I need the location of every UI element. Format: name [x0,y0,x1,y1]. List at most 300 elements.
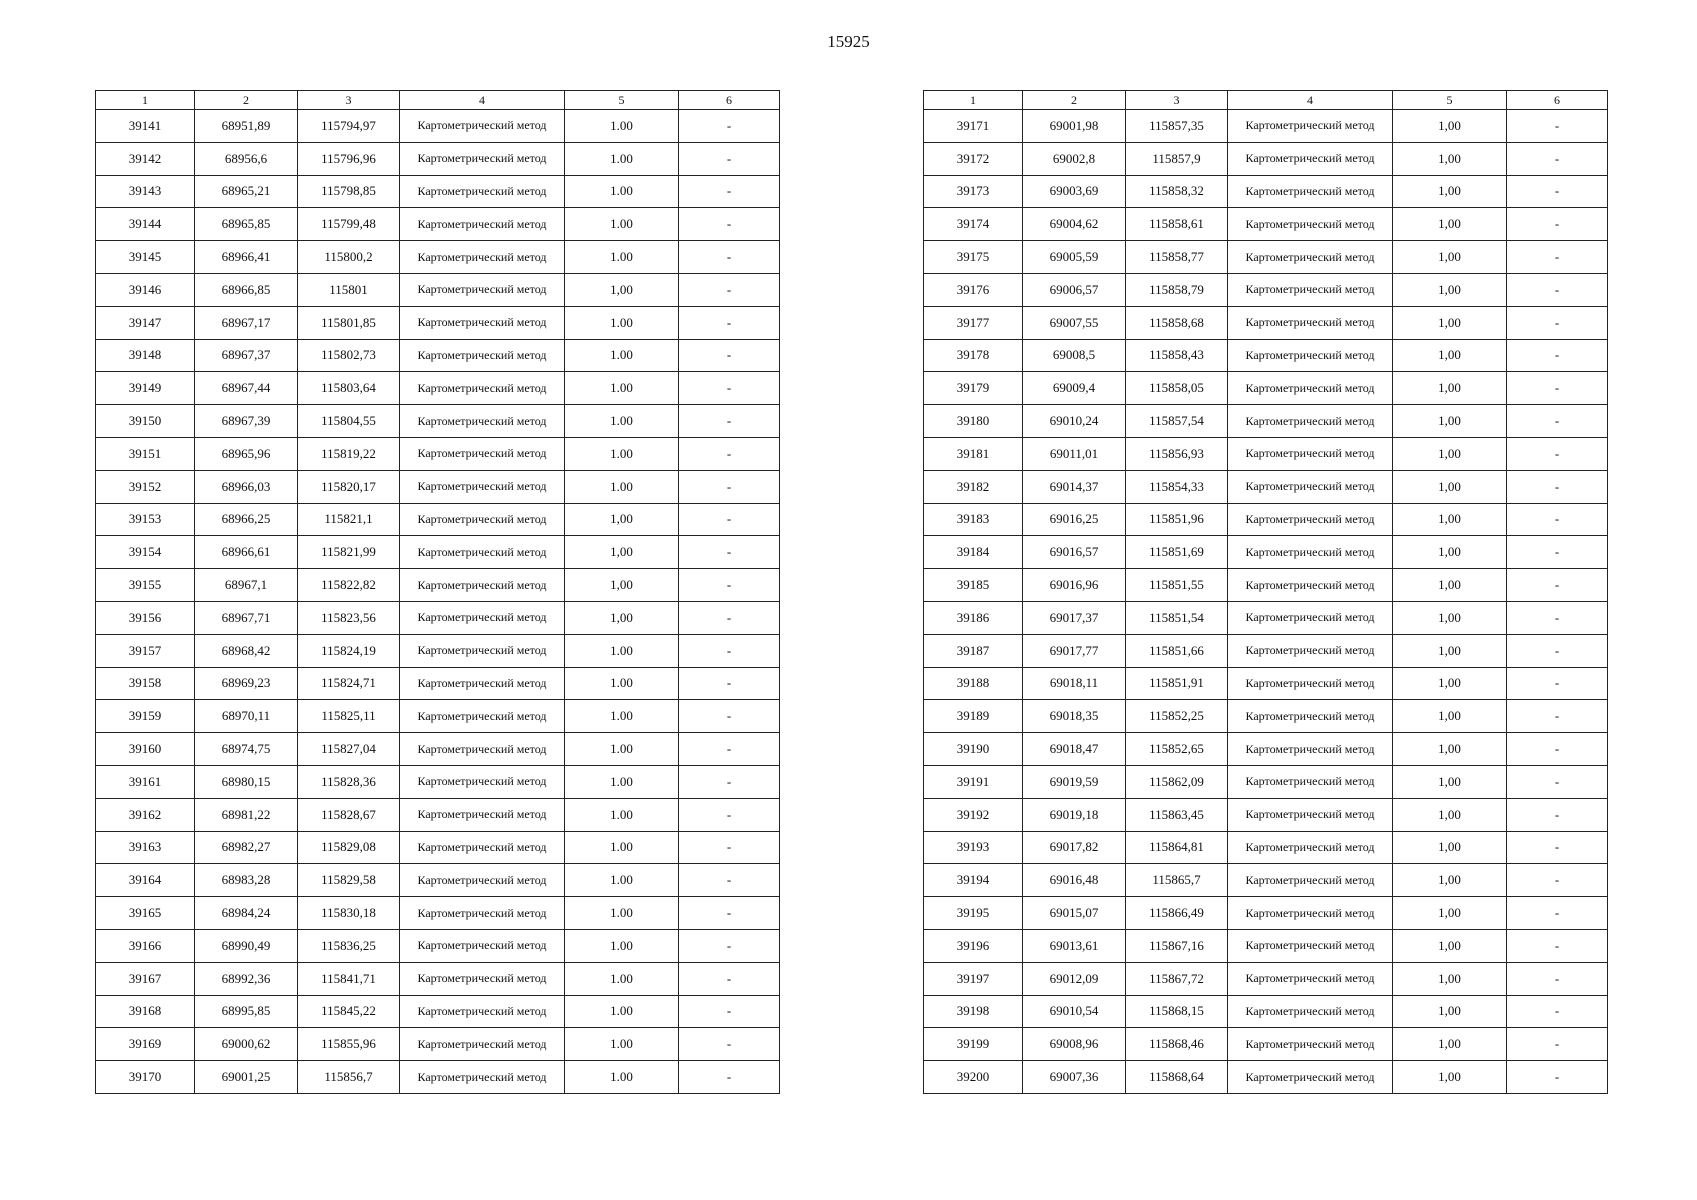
x-coordinate-cell: 68982,27 [195,831,298,864]
y-coordinate-cell: 115864,81 [1126,831,1228,864]
accuracy-cell: 1,00 [1393,372,1507,405]
accuracy-cell: 1.00 [565,175,679,208]
note-cell: - [1507,569,1608,602]
method-cell: Картометрический метод [400,601,565,634]
note-cell: - [679,733,780,766]
x-coordinate-cell: 68966,41 [195,241,298,274]
y-coordinate-cell: 115829,58 [298,864,400,897]
point-number-cell: 39163 [96,831,195,864]
accuracy-cell: 1,00 [1393,569,1507,602]
point-number-cell: 39143 [96,175,195,208]
table-row [96,995,780,1028]
y-coordinate-cell: 115828,36 [298,765,400,798]
accuracy-cell: 1.00 [565,700,679,733]
point-number-cell: 39159 [96,700,195,733]
y-coordinate-cell: 115803,64 [298,372,400,405]
accuracy-cell: 1.00 [565,241,679,274]
method-cell: Картометрический метод [400,1028,565,1061]
x-coordinate-cell: 69005,59 [1023,241,1126,274]
accuracy-cell: 1.00 [565,1061,679,1094]
y-coordinate-cell: 115857,9 [1126,142,1228,175]
y-coordinate-cell: 115868,15 [1126,995,1228,1028]
accuracy-cell: 1,00 [1393,175,1507,208]
x-coordinate-cell: 68965,21 [195,175,298,208]
x-coordinate-cell: 69018,35 [1023,700,1126,733]
accuracy-cell: 1.00 [565,929,679,962]
note-cell: - [679,470,780,503]
y-coordinate-cell: 115794,97 [298,110,400,143]
accuracy-cell: 1.00 [565,864,679,897]
y-coordinate-cell: 115823,56 [298,601,400,634]
method-cell: Картометрический метод [400,470,565,503]
table-row [924,1028,1608,1061]
x-coordinate-cell: 68967,71 [195,601,298,634]
y-coordinate-cell: 115801,85 [298,306,400,339]
method-cell: Картометрический метод [1228,372,1393,405]
table-row [924,437,1608,470]
column-header-5: 5 [1393,91,1507,110]
table-row [924,241,1608,274]
note-cell: - [679,1061,780,1094]
note-cell: - [1507,142,1608,175]
point-number-cell: 39168 [96,995,195,1028]
method-cell: Картометрический метод [400,765,565,798]
y-coordinate-cell: 115851,54 [1126,601,1228,634]
table-row [924,700,1608,733]
note-cell: - [679,437,780,470]
x-coordinate-cell: 68974,75 [195,733,298,766]
note-cell: - [1507,897,1608,930]
column-header-2: 2 [195,91,298,110]
note-cell: - [679,601,780,634]
note-cell: - [1507,437,1608,470]
table-row [924,831,1608,864]
note-cell: - [1507,208,1608,241]
y-coordinate-cell: 115858,77 [1126,241,1228,274]
method-cell: Картометрический метод [400,339,565,372]
point-number-cell: 39192 [924,798,1023,831]
x-coordinate-cell: 69019,18 [1023,798,1126,831]
note-cell: - [1507,831,1608,864]
point-number-cell: 39147 [96,306,195,339]
x-coordinate-cell: 68951,89 [195,110,298,143]
accuracy-cell: 1,00 [1393,1028,1507,1061]
x-coordinate-cell: 69008,5 [1023,339,1126,372]
accuracy-cell: 1.00 [565,634,679,667]
method-cell: Картометрический метод [400,437,565,470]
note-cell: - [1507,470,1608,503]
y-coordinate-cell: 115852,65 [1126,733,1228,766]
method-cell: Картометрический метод [1228,241,1393,274]
accuracy-cell: 1.00 [565,470,679,503]
accuracy-cell: 1.00 [565,208,679,241]
point-number-cell: 39142 [96,142,195,175]
note-cell: - [1507,634,1608,667]
x-coordinate-cell: 69016,96 [1023,569,1126,602]
x-coordinate-cell: 68992,36 [195,962,298,995]
x-coordinate-cell: 69002,8 [1023,142,1126,175]
point-number-cell: 39187 [924,634,1023,667]
y-coordinate-cell: 115824,71 [298,667,400,700]
table-row [924,667,1608,700]
table-row [924,175,1608,208]
y-coordinate-cell: 115851,96 [1126,503,1228,536]
method-cell: Картометрический метод [400,569,565,602]
table-row [96,142,780,175]
note-cell: - [679,306,780,339]
y-coordinate-cell: 115845,22 [298,995,400,1028]
accuracy-cell: 1,00 [1393,897,1507,930]
x-coordinate-cell: 68956,6 [195,142,298,175]
note-cell: - [679,273,780,306]
table-row [96,110,780,143]
method-cell: Картометрический метод [1228,470,1393,503]
method-cell: Картометрический метод [400,175,565,208]
point-number-cell: 39170 [96,1061,195,1094]
method-cell: Картометрический метод [400,864,565,897]
accuracy-cell: 1,00 [1393,241,1507,274]
point-number-cell: 39149 [96,372,195,405]
accuracy-cell: 1.00 [565,765,679,798]
column-header-1: 1 [96,91,195,110]
x-coordinate-cell: 68967,17 [195,306,298,339]
table-row [96,831,780,864]
table-row [924,962,1608,995]
table-row [96,405,780,438]
accuracy-cell: 1.00 [565,306,679,339]
method-cell: Картометрический метод [1228,142,1393,175]
y-coordinate-cell: 115855,96 [298,1028,400,1061]
y-coordinate-cell: 115858,68 [1126,306,1228,339]
y-coordinate-cell: 115821,99 [298,536,400,569]
y-coordinate-cell: 115854,33 [1126,470,1228,503]
y-coordinate-cell: 115868,64 [1126,1061,1228,1094]
y-coordinate-cell: 115829,08 [298,831,400,864]
table-row [96,273,780,306]
column-header-4: 4 [400,91,565,110]
x-coordinate-cell: 68965,85 [195,208,298,241]
method-cell: Картометрический метод [1228,175,1393,208]
method-cell: Картометрический метод [400,831,565,864]
table-row [924,798,1608,831]
y-coordinate-cell: 115856,7 [298,1061,400,1094]
column-header-1: 1 [924,91,1023,110]
y-coordinate-cell: 115841,71 [298,962,400,995]
point-number-cell: 39190 [924,733,1023,766]
note-cell: - [679,1028,780,1061]
note-cell: - [1507,175,1608,208]
table-row [924,503,1608,536]
note-cell: - [679,995,780,1028]
x-coordinate-cell: 69000,62 [195,1028,298,1061]
y-coordinate-cell: 115852,25 [1126,700,1228,733]
y-coordinate-cell: 115851,66 [1126,634,1228,667]
point-number-cell: 39186 [924,601,1023,634]
accuracy-cell: 1.00 [565,437,679,470]
accuracy-cell: 1,00 [1393,667,1507,700]
note-cell: - [1507,667,1608,700]
point-number-cell: 39184 [924,536,1023,569]
x-coordinate-cell: 69016,25 [1023,503,1126,536]
method-cell: Картометрический метод [400,536,565,569]
x-coordinate-cell: 68983,28 [195,864,298,897]
accuracy-cell: 1,00 [1393,437,1507,470]
point-number-cell: 39188 [924,667,1023,700]
table-row [96,437,780,470]
method-cell: Картометрический метод [1228,536,1393,569]
method-cell: Картометрический метод [1228,306,1393,339]
method-cell: Картометрический метод [1228,1028,1393,1061]
method-cell: Картометрический метод [400,962,565,995]
accuracy-cell: 1.00 [565,733,679,766]
y-coordinate-cell: 115796,96 [298,142,400,175]
accuracy-cell: 1.00 [565,142,679,175]
y-coordinate-cell: 115867,16 [1126,929,1228,962]
column-header-6: 6 [1507,91,1608,110]
x-coordinate-cell: 68990,49 [195,929,298,962]
note-cell: - [679,962,780,995]
method-cell: Картометрический метод [1228,634,1393,667]
table-row [924,864,1608,897]
point-number-cell: 39151 [96,437,195,470]
y-coordinate-cell: 115804,55 [298,405,400,438]
table-row [924,405,1608,438]
y-coordinate-cell: 115851,69 [1126,536,1228,569]
accuracy-cell: 1.00 [565,798,679,831]
x-coordinate-cell: 69014,37 [1023,470,1126,503]
point-number-cell: 39161 [96,765,195,798]
x-coordinate-cell: 69012,09 [1023,962,1126,995]
table-row [96,733,780,766]
accuracy-cell: 1,00 [1393,798,1507,831]
column-header-6: 6 [679,91,780,110]
note-cell: - [679,405,780,438]
table-row [924,142,1608,175]
table-row [924,273,1608,306]
table-row [924,995,1608,1028]
method-cell: Картометрический метод [400,929,565,962]
accuracy-cell: 1,00 [1393,962,1507,995]
x-coordinate-cell: 68980,15 [195,765,298,798]
point-number-cell: 39195 [924,897,1023,930]
x-coordinate-cell: 68967,39 [195,405,298,438]
table-row [96,1028,780,1061]
note-cell: - [1507,765,1608,798]
accuracy-cell: 1,00 [1393,142,1507,175]
y-coordinate-cell: 115851,91 [1126,667,1228,700]
method-cell: Картометрический метод [1228,601,1393,634]
table-row [924,536,1608,569]
y-coordinate-cell: 115830,18 [298,897,400,930]
table-row [924,306,1608,339]
method-cell: Картометрический метод [400,700,565,733]
accuracy-cell: 1.00 [565,372,679,405]
note-cell: - [1507,273,1608,306]
x-coordinate-cell: 69007,55 [1023,306,1126,339]
y-coordinate-cell: 115824,19 [298,634,400,667]
point-number-cell: 39141 [96,110,195,143]
note-cell: - [679,372,780,405]
point-number-cell: 39172 [924,142,1023,175]
y-coordinate-cell: 115857,35 [1126,110,1228,143]
method-cell: Картометрический метод [400,372,565,405]
note-cell: - [1507,798,1608,831]
y-coordinate-cell: 115802,73 [298,339,400,372]
method-cell: Картометрический метод [1228,1061,1393,1094]
point-number-cell: 39177 [924,306,1023,339]
table-row [924,765,1608,798]
table-row [96,667,780,700]
note-cell: - [679,241,780,274]
point-number-cell: 39156 [96,601,195,634]
note-cell: - [1507,503,1608,536]
point-number-cell: 39183 [924,503,1023,536]
note-cell: - [1507,995,1608,1028]
coordinates-table-left [95,90,780,1094]
y-coordinate-cell: 115825,11 [298,700,400,733]
table-row [96,372,780,405]
note-cell: - [1507,864,1608,897]
method-cell: Картометрический метод [1228,405,1393,438]
accuracy-cell: 1,00 [1393,765,1507,798]
note-cell: - [679,929,780,962]
note-cell: - [679,831,780,864]
note-cell: - [1507,372,1608,405]
accuracy-cell: 1,00 [1393,470,1507,503]
table-row [924,372,1608,405]
y-coordinate-cell: 115865,7 [1126,864,1228,897]
y-coordinate-cell: 115798,85 [298,175,400,208]
x-coordinate-cell: 69016,57 [1023,536,1126,569]
x-coordinate-cell: 68968,42 [195,634,298,667]
note-cell: - [1507,110,1608,143]
y-coordinate-cell: 115820,17 [298,470,400,503]
table-row [96,798,780,831]
x-coordinate-cell: 68995,85 [195,995,298,1028]
note-cell: - [679,897,780,930]
table-row [924,110,1608,143]
accuracy-cell: 1,00 [1393,995,1507,1028]
accuracy-cell: 1.00 [565,962,679,995]
table-row [96,208,780,241]
accuracy-cell: 1,00 [1393,831,1507,864]
y-coordinate-cell: 115858,79 [1126,273,1228,306]
y-coordinate-cell: 115827,04 [298,733,400,766]
method-cell: Картометрический метод [400,110,565,143]
method-cell: Картометрический метод [1228,437,1393,470]
x-coordinate-cell: 69006,57 [1023,273,1126,306]
point-number-cell: 39193 [924,831,1023,864]
x-coordinate-cell: 69001,98 [1023,110,1126,143]
x-coordinate-cell: 69018,47 [1023,733,1126,766]
accuracy-cell: 1,00 [1393,601,1507,634]
accuracy-cell: 1,00 [565,273,679,306]
table-row [924,208,1608,241]
x-coordinate-cell: 69010,54 [1023,995,1126,1028]
x-coordinate-cell: 68966,61 [195,536,298,569]
x-coordinate-cell: 69008,96 [1023,1028,1126,1061]
x-coordinate-cell: 68967,44 [195,372,298,405]
method-cell: Картометрический метод [1228,569,1393,602]
method-cell: Картометрический метод [1228,339,1393,372]
y-coordinate-cell: 115858,43 [1126,339,1228,372]
y-coordinate-cell: 115856,93 [1126,437,1228,470]
table-row [96,634,780,667]
method-cell: Картометрический метод [400,798,565,831]
accuracy-cell: 1.00 [565,339,679,372]
point-number-cell: 39154 [96,536,195,569]
accuracy-cell: 1.00 [565,667,679,700]
table-row [96,962,780,995]
column-header-3: 3 [298,91,400,110]
point-number-cell: 39179 [924,372,1023,405]
x-coordinate-cell: 68981,22 [195,798,298,831]
note-cell: - [679,175,780,208]
point-number-cell: 39167 [96,962,195,995]
method-cell: Картометрический метод [400,995,565,1028]
x-coordinate-cell: 68969,23 [195,667,298,700]
table-row [96,339,780,372]
accuracy-cell: 1,00 [1393,634,1507,667]
accuracy-cell: 1.00 [565,995,679,1028]
point-number-cell: 39164 [96,864,195,897]
column-header-5: 5 [565,91,679,110]
point-number-cell: 39189 [924,700,1023,733]
method-cell: Картометрический метод [400,208,565,241]
x-coordinate-cell: 69010,24 [1023,405,1126,438]
accuracy-cell: 1.00 [565,831,679,864]
x-coordinate-cell: 68966,85 [195,273,298,306]
accuracy-cell: 1,00 [1393,864,1507,897]
note-cell: - [679,765,780,798]
y-coordinate-cell: 115867,72 [1126,962,1228,995]
method-cell: Картометрический метод [400,634,565,667]
note-cell: - [1507,700,1608,733]
note-cell: - [679,142,780,175]
note-cell: - [1507,962,1608,995]
accuracy-cell: 1,00 [1393,273,1507,306]
table-row [924,733,1608,766]
x-coordinate-cell: 68966,25 [195,503,298,536]
table-row [924,470,1608,503]
point-number-cell: 39176 [924,273,1023,306]
accuracy-cell: 1,00 [1393,110,1507,143]
y-coordinate-cell: 115866,49 [1126,897,1228,930]
table-header-row [924,91,1608,110]
point-number-cell: 39198 [924,995,1023,1028]
accuracy-cell: 1.00 [565,110,679,143]
accuracy-cell: 1,00 [1393,1061,1507,1094]
note-cell: - [1507,306,1608,339]
note-cell: - [1507,241,1608,274]
y-coordinate-cell: 115800,2 [298,241,400,274]
point-number-cell: 39174 [924,208,1023,241]
point-number-cell: 39182 [924,470,1023,503]
table-row [96,569,780,602]
table-row [96,864,780,897]
table-row [96,897,780,930]
accuracy-cell: 1,00 [1393,339,1507,372]
point-number-cell: 39153 [96,503,195,536]
table-row [96,536,780,569]
accuracy-cell: 1,00 [1393,306,1507,339]
x-coordinate-cell: 69015,07 [1023,897,1126,930]
method-cell: Картометрический метод [1228,208,1393,241]
note-cell: - [1507,733,1608,766]
note-cell: - [679,864,780,897]
note-cell: - [679,339,780,372]
y-coordinate-cell: 115799,48 [298,208,400,241]
